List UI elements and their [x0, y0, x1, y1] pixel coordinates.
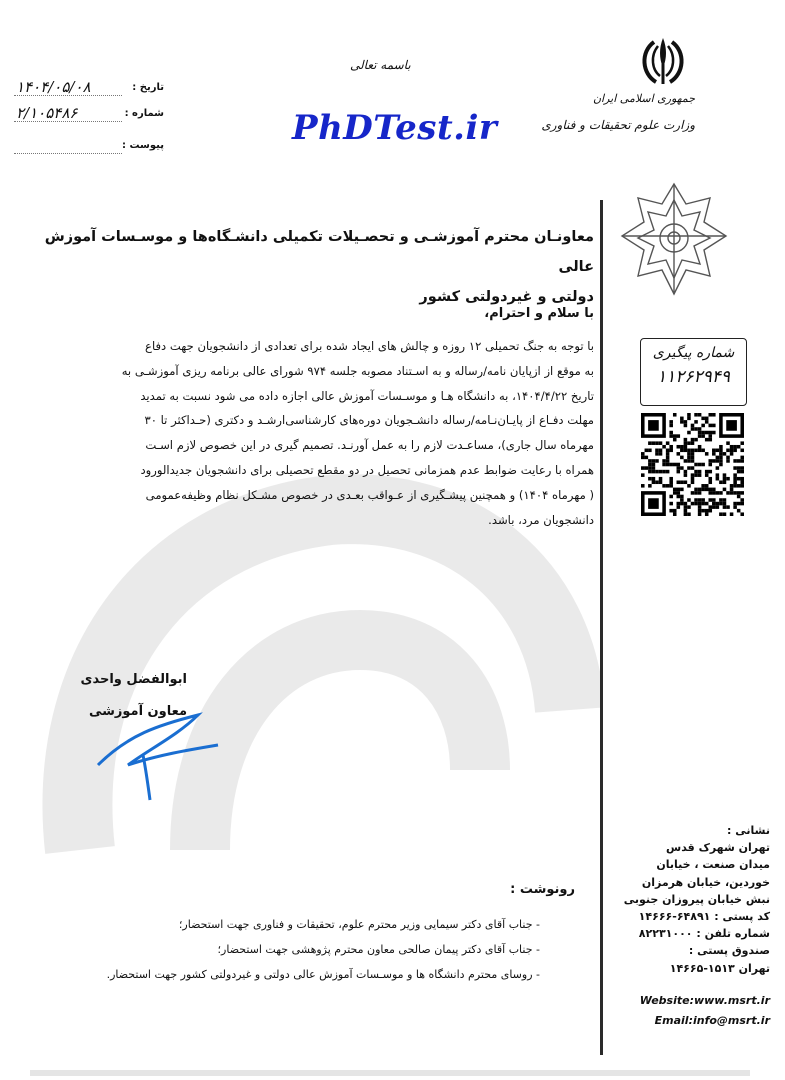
- attachment-row: [14, 136, 164, 158]
- attachment-label: پیوست :: [121, 140, 164, 151]
- vertical-divider: [600, 200, 603, 1055]
- iran-emblem-icon: [632, 34, 694, 90]
- number-dots: [14, 121, 122, 122]
- date-label: تاریخ :: [132, 82, 164, 93]
- letter-body: [10, 334, 594, 532]
- cc-item: - روسای محترم دانشگاه ها و موسـسات آموزش عالی دولتی و غیردولتی کشور جهت استحضار.: [106, 968, 540, 981]
- date-value: ۱۴۰۴/۰۵/۰۸: [16, 78, 91, 96]
- website-link[interactable]: Website:www.msrt.ir: [639, 994, 770, 1007]
- address-line: کد پستی : ۶۴۸۹۱-۱۴۶۶۶: [638, 910, 770, 924]
- letter-recipient: [10, 222, 594, 312]
- recipient-line-2: دولتی و غیردولتی کشور: [419, 289, 594, 305]
- address-block: [612, 822, 770, 977]
- greeting: با سلام و احترام،: [484, 306, 594, 321]
- body-line: به موقع از ازپایان نامه/رساله و به اسـتناد مصوبه جلسه ۹۷۴ شورای عالی برنامه ریزی آموزشـی به: [121, 363, 594, 378]
- bismillah-text: باسمه تعالی: [350, 58, 411, 72]
- qr-code-icon[interactable]: [641, 413, 744, 516]
- body-line: دانشجویان مرد، باشد.: [488, 512, 594, 527]
- brand-watermark-text: PhDTest.ir: [292, 108, 498, 148]
- number-label: شماره :: [124, 108, 164, 119]
- address-line: تهران ۱۵۱۳-۱۴۶۶۵: [669, 961, 770, 975]
- date-dots: [14, 95, 122, 96]
- body-line: همراه با رعایت ضوابط عدم همزمانی تحصیل در دو مقطع تحصیلی برای دانشجویان جدیدالورود: [140, 462, 594, 477]
- address-line: صندوق پستی :: [688, 944, 770, 958]
- number-value: ۲/۱۰۵۴۸۶: [16, 104, 78, 122]
- ornament-icon: [618, 180, 730, 298]
- signatory-title: معاون آموزشی: [88, 704, 187, 719]
- address-line: میدان صنعت ، خیابان: [656, 858, 770, 872]
- date-row: [14, 78, 164, 100]
- signatory-name: ابوالفضل واحدی: [80, 672, 187, 687]
- bottom-edge-strip: [0, 1066, 785, 1080]
- cc-item: - جناب آقای دکتر پیمان صالحی معاون محترم پژوهشی جهت استحضار؛: [217, 943, 540, 956]
- cc-item: - جناب آقای دکتر سیمایی وزیر محترم علوم، تحقیقات و فناوری جهت استحضار؛: [178, 918, 540, 931]
- body-line: مهلت دفـاع از پایـان‌نـامه/رساله دانشـجویان دوره‌های کارشناسی‌ارشـد و دکتری (حـداکثر تا ۳۰: [144, 413, 594, 428]
- address-line: نبش خیابان پیروزان جنوبی: [623, 892, 770, 906]
- tracking-number: ۱۱۲۶۲۹۴۹: [656, 367, 731, 387]
- email-link[interactable]: Email:info@msrt.ir: [654, 1014, 770, 1027]
- address-line: نشانی :: [727, 824, 770, 837]
- recipient-line-1: معاونـان محترم آموزشـی و تحصـیلات تکمیلی دانشـگاه‌ها و موسـسات آموزش عالی: [44, 229, 594, 275]
- tracking-box: [640, 338, 747, 406]
- body-line: مهرماه سال جاری)، مساعـدت لازم را به عمل آورنـد. تصمیم گیری در این خصوص لازم اسـت: [145, 438, 594, 453]
- body-line: ( مهرماه ۱۴۰۴) و همچنین پیشـگیری از عـواقب بعـدی در خصوص مشـکل نظام وظیفه‌عمومی: [145, 487, 594, 502]
- tracking-label: شماره پیگیری: [652, 345, 735, 361]
- ministry-name: وزارت علوم تحقیقات و فناوری: [541, 118, 695, 132]
- body-line: تاریخ ۱۴۰۴/۴/۲۲، به دانشگاه هـا و موسـسات آموزش عالی اجازه داده می شود نسبت به تمدید: [140, 388, 594, 403]
- cc-label: رونوشت :: [510, 882, 575, 897]
- address-line: شماره تلفن : ۸۲۲۳۱۰۰۰: [638, 927, 770, 941]
- government-name: جمهوری اسلامی ایران: [592, 92, 695, 105]
- cc-list: [80, 912, 540, 987]
- number-row: [14, 104, 164, 126]
- address-line: تهران شهرک قدس: [666, 841, 770, 855]
- attachment-dots: [14, 153, 122, 154]
- body-line: با توجه به جنگ تحمیلی ۱۲ روزه و چالش های ایجاد شده برای تعدادی از دانشجویان جهت دفاع: [145, 339, 594, 353]
- address-line: خوردین، خیابان هرمزان: [641, 875, 770, 889]
